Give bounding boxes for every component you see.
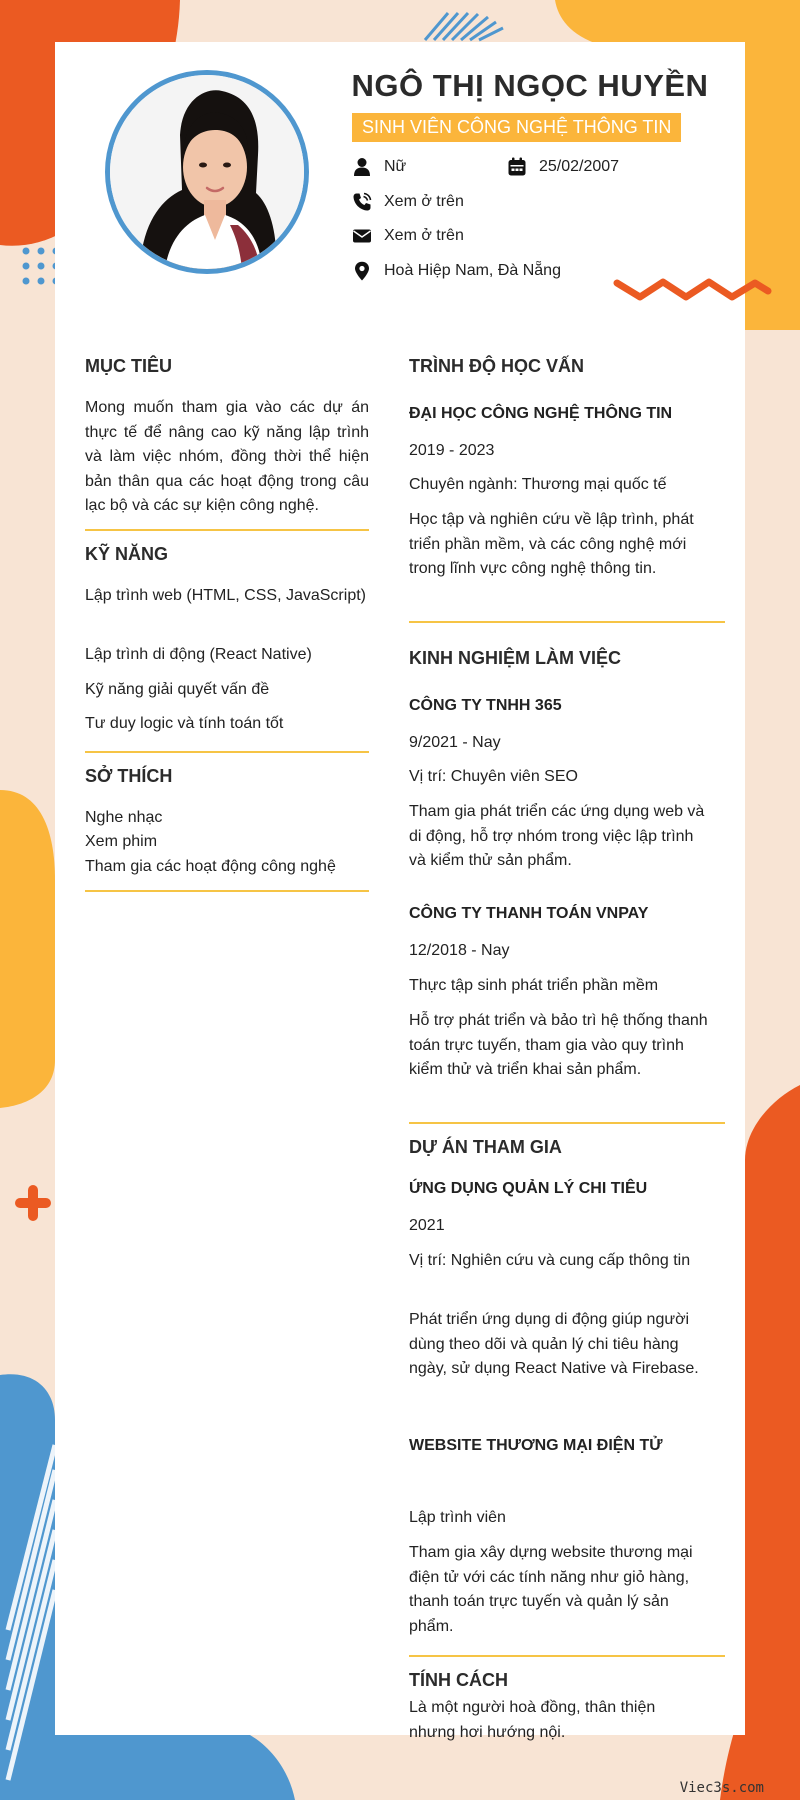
skill-item: Kỹ năng giải quyết vấn đề bbox=[85, 681, 270, 698]
school-name: ĐẠI HỌC CÔNG NGHỆ THÔNG TIN bbox=[409, 405, 673, 422]
project-description: Tham gia xây dựng website thương mại điện tử với các tính năng như giỏ hàng, thanh toán trực tuyến và quản lý sản phẩm. bbox=[409, 1544, 693, 1635]
company-name: CÔNG TY THANH TOÁN VNPAY bbox=[409, 905, 649, 922]
objective-title: MỤC TIÊU bbox=[85, 356, 172, 376]
location-pin-icon bbox=[352, 261, 372, 281]
divider bbox=[85, 890, 369, 892]
project-description: Phát triển ứng dụng di động giúp người dùng theo dõi và quản lý chi tiêu hàng ngày, sử dụng React Native và Firebase. bbox=[409, 1311, 699, 1377]
person-icon bbox=[352, 157, 372, 177]
project-year: 2021 bbox=[409, 1217, 445, 1234]
project-name: ỨNG DỤNG QUẢN LÝ CHI TIÊU bbox=[409, 1180, 648, 1197]
hobby-item: Nghe nhạc bbox=[85, 809, 163, 826]
hobby-item: Xem phim bbox=[85, 833, 158, 850]
job-title-badge: SINH VIÊN CÔNG NGHỆ THÔNG TIN bbox=[352, 113, 681, 142]
cv-card bbox=[55, 42, 745, 1735]
email-row bbox=[352, 226, 464, 246]
project-role: Vị trí: Nghiên cứu và cung cấp thông tin bbox=[409, 1252, 691, 1269]
personality-text: Là một người hoà đồng, thân thiện nhưng hơi hướng nội. bbox=[409, 1699, 656, 1741]
phone-value: Xem ở trên bbox=[384, 193, 464, 210]
profile-photo bbox=[105, 70, 309, 274]
personality-title: TÍNH CÁCH bbox=[409, 1670, 508, 1690]
top-hatch-circle bbox=[425, 13, 503, 40]
divider bbox=[409, 621, 725, 623]
birthday-row bbox=[507, 157, 619, 177]
job-position: Vị trí: Chuyên viên SEO bbox=[409, 768, 578, 785]
email-value: Xem ở trên bbox=[384, 227, 464, 244]
projects-title: DỰ ÁN THAM GIA bbox=[409, 1137, 562, 1157]
skills-title: KỸ NĂNG bbox=[85, 544, 169, 564]
candidate-name: NGÔ THỊ NGỌC HUYỀN bbox=[351, 68, 709, 103]
phone-icon bbox=[352, 192, 372, 212]
calendar-icon bbox=[507, 157, 527, 177]
watermark: Viec3s.com bbox=[679, 1780, 764, 1796]
gender-row bbox=[352, 157, 406, 177]
portrait-image bbox=[110, 75, 304, 269]
divider bbox=[409, 1122, 725, 1124]
birthday-value: 25/02/2007 bbox=[539, 158, 620, 175]
right-orange-blob bbox=[745, 1085, 800, 1800]
divider bbox=[85, 751, 369, 753]
plus-shape bbox=[15, 1185, 51, 1221]
education-period: 2019 - 2023 bbox=[409, 442, 495, 459]
skill-item: Tư duy logic và tính toán tốt bbox=[85, 715, 284, 732]
left-yellow-blob bbox=[0, 790, 55, 1108]
divider bbox=[409, 1655, 725, 1657]
envelope-icon bbox=[352, 226, 372, 246]
skill-item: Lập trình di động (React Native) bbox=[85, 646, 312, 663]
objective-text: Mong muốn tham gia vào các dự án thực tế để nâng cao kỹ năng lập trình và làm việc nhóm, đồng thời thể hiện bản thân qua các hoạt động trong câu lạc bộ và các sự kiện công nghệ. bbox=[85, 399, 369, 514]
job-period: 9/2021 - Nay bbox=[409, 734, 501, 751]
experience-title: KINH NGHIỆM LÀM VIỆC bbox=[409, 648, 622, 668]
skill-item: Lập trình web (HTML, CSS, JavaScript) bbox=[85, 587, 366, 604]
company-name: CÔNG TY TNHH 365 bbox=[409, 697, 562, 714]
gender-value: Nữ bbox=[384, 158, 407, 175]
divider bbox=[85, 529, 369, 531]
hobbies-title: SỞ THÍCH bbox=[85, 766, 173, 786]
hobby-item: Tham gia các hoạt động công nghệ bbox=[85, 858, 336, 875]
job-description: Tham gia phát triển các ứng dụng web và di động, hỗ trợ nhóm trong việc lập trình và kiểm thử sản phẩm. bbox=[409, 803, 705, 869]
project-role: Lập trình viên bbox=[409, 1509, 506, 1526]
job-period: 12/2018 - Nay bbox=[409, 942, 510, 959]
job-description: Hỗ trợ phát triển và bảo trì hệ thống thanh toán trực tuyến, tham gia vào quy trình kiểm thử và triển khai sản phẩm. bbox=[409, 1012, 708, 1078]
phone-row bbox=[352, 192, 464, 212]
education-major: Chuyên ngành: Thương mại quốc tế bbox=[409, 476, 667, 493]
project-name: WEBSITE THƯƠNG MẠI ĐIỆN TỬ bbox=[409, 1437, 663, 1454]
job-position: Thực tập sinh phát triển phần mềm bbox=[409, 977, 659, 994]
education-description: Học tập và nghiên cứu về lập trình, phát triển phần mềm, và các công nghệ mới trong lĩnh vực công nghệ thông tin. bbox=[409, 511, 694, 577]
education-title: TRÌNH ĐỘ HỌC VẤN bbox=[409, 356, 584, 376]
address-row bbox=[352, 261, 561, 281]
address-value: Hoà Hiệp Nam, Đà Nẵng bbox=[384, 262, 561, 279]
